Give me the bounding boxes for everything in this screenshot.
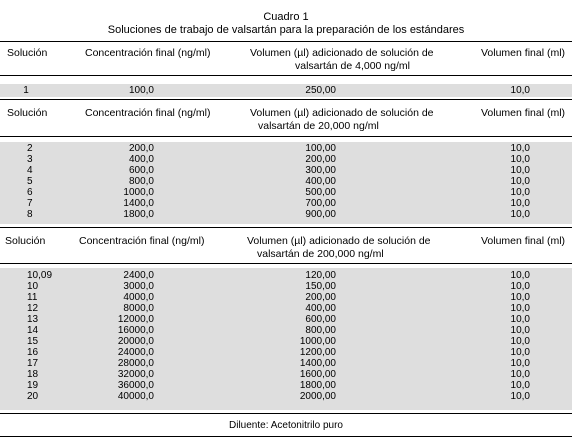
table-row <box>0 315 572 325</box>
cell-solucion: 4 <box>27 165 33 176</box>
cell-solucion: 14 <box>27 325 39 336</box>
table-row <box>0 282 572 292</box>
header-volumen-adicionado-line1: Volumen (µl) adicionado de solución de <box>250 107 434 119</box>
cell-volumen-adicionado: 700,00 <box>305 198 336 209</box>
table-row <box>0 370 572 380</box>
cell-volumen-adicionado: 1000,00 <box>299 336 336 347</box>
cell-volumen-final: 10,0 <box>510 165 530 176</box>
cell-solucion: 3 <box>27 154 33 165</box>
table-row <box>0 337 572 347</box>
cell-volumen-final: 10,0 <box>510 85 530 96</box>
cell-solucion: 15 <box>27 336 39 347</box>
header-concentracion: Concentración final (ng/ml) <box>85 107 211 119</box>
rule <box>0 263 572 264</box>
cell-volumen-adicionado: 300,00 <box>305 165 336 176</box>
table-title: Cuadro 1 <box>263 11 309 23</box>
cell-volumen-final: 10,0 <box>510 187 530 198</box>
cell-solucion: 7 <box>27 198 33 209</box>
rule <box>0 227 572 228</box>
header-volumen-adicionado-line2: valsartán de 20,000 ng/ml <box>258 120 379 132</box>
cell-volumen-adicionado: 100,00 <box>305 143 336 154</box>
cell-volumen-final: 10,0 <box>510 270 530 281</box>
cell-concentracion: 28000,0 <box>117 358 154 369</box>
table-row <box>0 271 572 281</box>
header-volumen-adicionado-line2: valsartán de 4,000 ng/ml <box>295 60 410 72</box>
header-solucion: Solución <box>5 235 46 247</box>
cell-concentracion: 36000,0 <box>117 380 154 391</box>
cell-solucion: 18 <box>27 369 39 380</box>
table-row <box>0 188 572 198</box>
cell-volumen-adicionado: 1400,00 <box>299 358 336 369</box>
cell-volumen-final: 10,0 <box>510 369 530 380</box>
table-row <box>0 166 572 176</box>
cell-concentracion: 4000,0 <box>123 292 154 303</box>
cell-concentracion: 1000,0 <box>123 187 154 198</box>
table-row <box>0 359 572 369</box>
header-solucion: Solución <box>7 47 48 59</box>
header-volumen-final: Volumen final (ml) <box>481 107 566 119</box>
cell-volumen-final: 10,0 <box>510 380 530 391</box>
table-row <box>0 155 572 165</box>
table-row <box>0 392 572 402</box>
cell-concentracion: 3000,0 <box>123 281 154 292</box>
table-row <box>0 348 572 358</box>
cell-volumen-final: 10,0 <box>510 358 530 369</box>
cell-volumen-final: 10,0 <box>510 198 530 209</box>
header-volumen-final: Volumen final (ml) <box>481 47 566 59</box>
cell-volumen-adicionado: 2000,00 <box>299 391 336 402</box>
cell-volumen-final: 10,0 <box>510 209 530 220</box>
cell-volumen-adicionado: 200,00 <box>305 154 336 165</box>
cell-volumen-final: 10,0 <box>510 303 530 314</box>
table-row <box>0 177 572 187</box>
cell-concentracion: 2400,0 <box>123 270 154 281</box>
cell-concentracion: 200,0 <box>128 143 154 154</box>
cell-solucion: 17 <box>27 358 39 369</box>
header-concentracion: Concentración final (ng/ml) <box>85 47 211 59</box>
table-row <box>0 210 572 220</box>
cell-concentracion: 16000,0 <box>117 325 154 336</box>
cell-volumen-adicionado: 1800,00 <box>299 380 336 391</box>
table-row <box>0 293 572 303</box>
cell-volumen-adicionado: 1200,00 <box>299 347 336 358</box>
header-volumen-adicionado-line2: valsartán de 200,000 ng/ml <box>257 248 384 260</box>
rule <box>0 41 572 42</box>
cell-solucion: 19 <box>27 380 39 391</box>
cell-volumen-adicionado: 400,00 <box>305 303 336 314</box>
cell-volumen-final: 10,0 <box>510 292 530 303</box>
cell-concentracion: 600,0 <box>128 165 154 176</box>
cell-volumen-adicionado: 250,00 <box>305 85 336 96</box>
header-volumen-adicionado-line1: Volumen (µl) adicionado de solución de <box>250 47 434 59</box>
table-row <box>0 199 572 209</box>
rule <box>0 99 572 100</box>
header-solucion: Solución <box>7 107 48 119</box>
cell-concentracion: 24000,0 <box>117 347 154 358</box>
cell-solucion: 16 <box>27 347 39 358</box>
header-volumen-adicionado-line1: Volumen (µl) adicionado de solución de <box>247 235 431 247</box>
cell-solucion: 6 <box>27 187 33 198</box>
table-row <box>0 86 572 96</box>
cell-solucion: 20 <box>27 391 39 402</box>
table-row <box>0 144 572 154</box>
table-row <box>0 304 572 314</box>
cell-solucion: 12 <box>27 303 39 314</box>
cell-volumen-final: 10,0 <box>510 391 530 402</box>
cell-volumen-final: 10,0 <box>510 347 530 358</box>
cell-volumen-final: 10,0 <box>510 325 530 336</box>
cell-concentracion: 1800,0 <box>123 209 154 220</box>
cell-concentracion: 32000,0 <box>117 369 154 380</box>
rule <box>0 436 572 437</box>
cell-volumen-adicionado: 120,00 <box>305 270 336 281</box>
cell-volumen-final: 10,0 <box>510 154 530 165</box>
cell-volumen-adicionado: 400,00 <box>305 176 336 187</box>
cell-volumen-adicionado: 150,00 <box>305 281 336 292</box>
cell-concentracion: 40000,0 <box>117 391 154 402</box>
cell-volumen-final: 10,0 <box>510 336 530 347</box>
cell-solucion: 5 <box>27 176 33 187</box>
cell-concentracion: 8000,0 <box>123 303 154 314</box>
cell-volumen-adicionado: 500,00 <box>305 187 336 198</box>
cell-volumen-final: 10,0 <box>510 176 530 187</box>
cell-solucion: 1 <box>23 85 29 96</box>
cell-solucion: 8 <box>27 209 33 220</box>
cell-solucion: 11 <box>27 292 38 303</box>
header-volumen-final: Volumen final (ml) <box>481 235 566 247</box>
cell-volumen-final: 10,0 <box>510 143 530 154</box>
cell-concentracion: 12000,0 <box>117 314 154 325</box>
cell-volumen-adicionado: 600,00 <box>305 314 336 325</box>
diluent-note: Diluente: Acetonitrilo puro <box>229 420 343 431</box>
cell-concentracion: 20000,0 <box>117 336 154 347</box>
cell-volumen-final: 10,0 <box>510 314 530 325</box>
table-row <box>0 381 572 391</box>
cell-solucion: 2 <box>27 143 33 154</box>
table-row <box>0 326 572 336</box>
cell-volumen-adicionado: 900,00 <box>305 209 336 220</box>
cell-concentracion: 800,0 <box>128 176 154 187</box>
cell-volumen-final: 10,0 <box>510 281 530 292</box>
rule <box>0 413 572 414</box>
header-concentracion: Concentración final (ng/ml) <box>79 235 205 247</box>
rule <box>0 75 572 76</box>
cell-volumen-adicionado: 200,00 <box>305 292 336 303</box>
cell-concentracion: 1400,0 <box>123 198 154 209</box>
table-subtitle: Soluciones de trabajo de valsartán para la preparación de los estándares <box>107 24 465 36</box>
cell-concentracion: 400,0 <box>128 154 154 165</box>
cell-solucion: 10 <box>27 281 39 292</box>
cell-solucion: 10,09 <box>27 270 53 281</box>
cell-volumen-adicionado: 1600,00 <box>299 369 336 380</box>
rule <box>0 136 572 137</box>
cell-concentracion: 100,0 <box>128 85 154 96</box>
cell-solucion: 13 <box>27 314 39 325</box>
cell-volumen-adicionado: 800,00 <box>305 325 336 336</box>
